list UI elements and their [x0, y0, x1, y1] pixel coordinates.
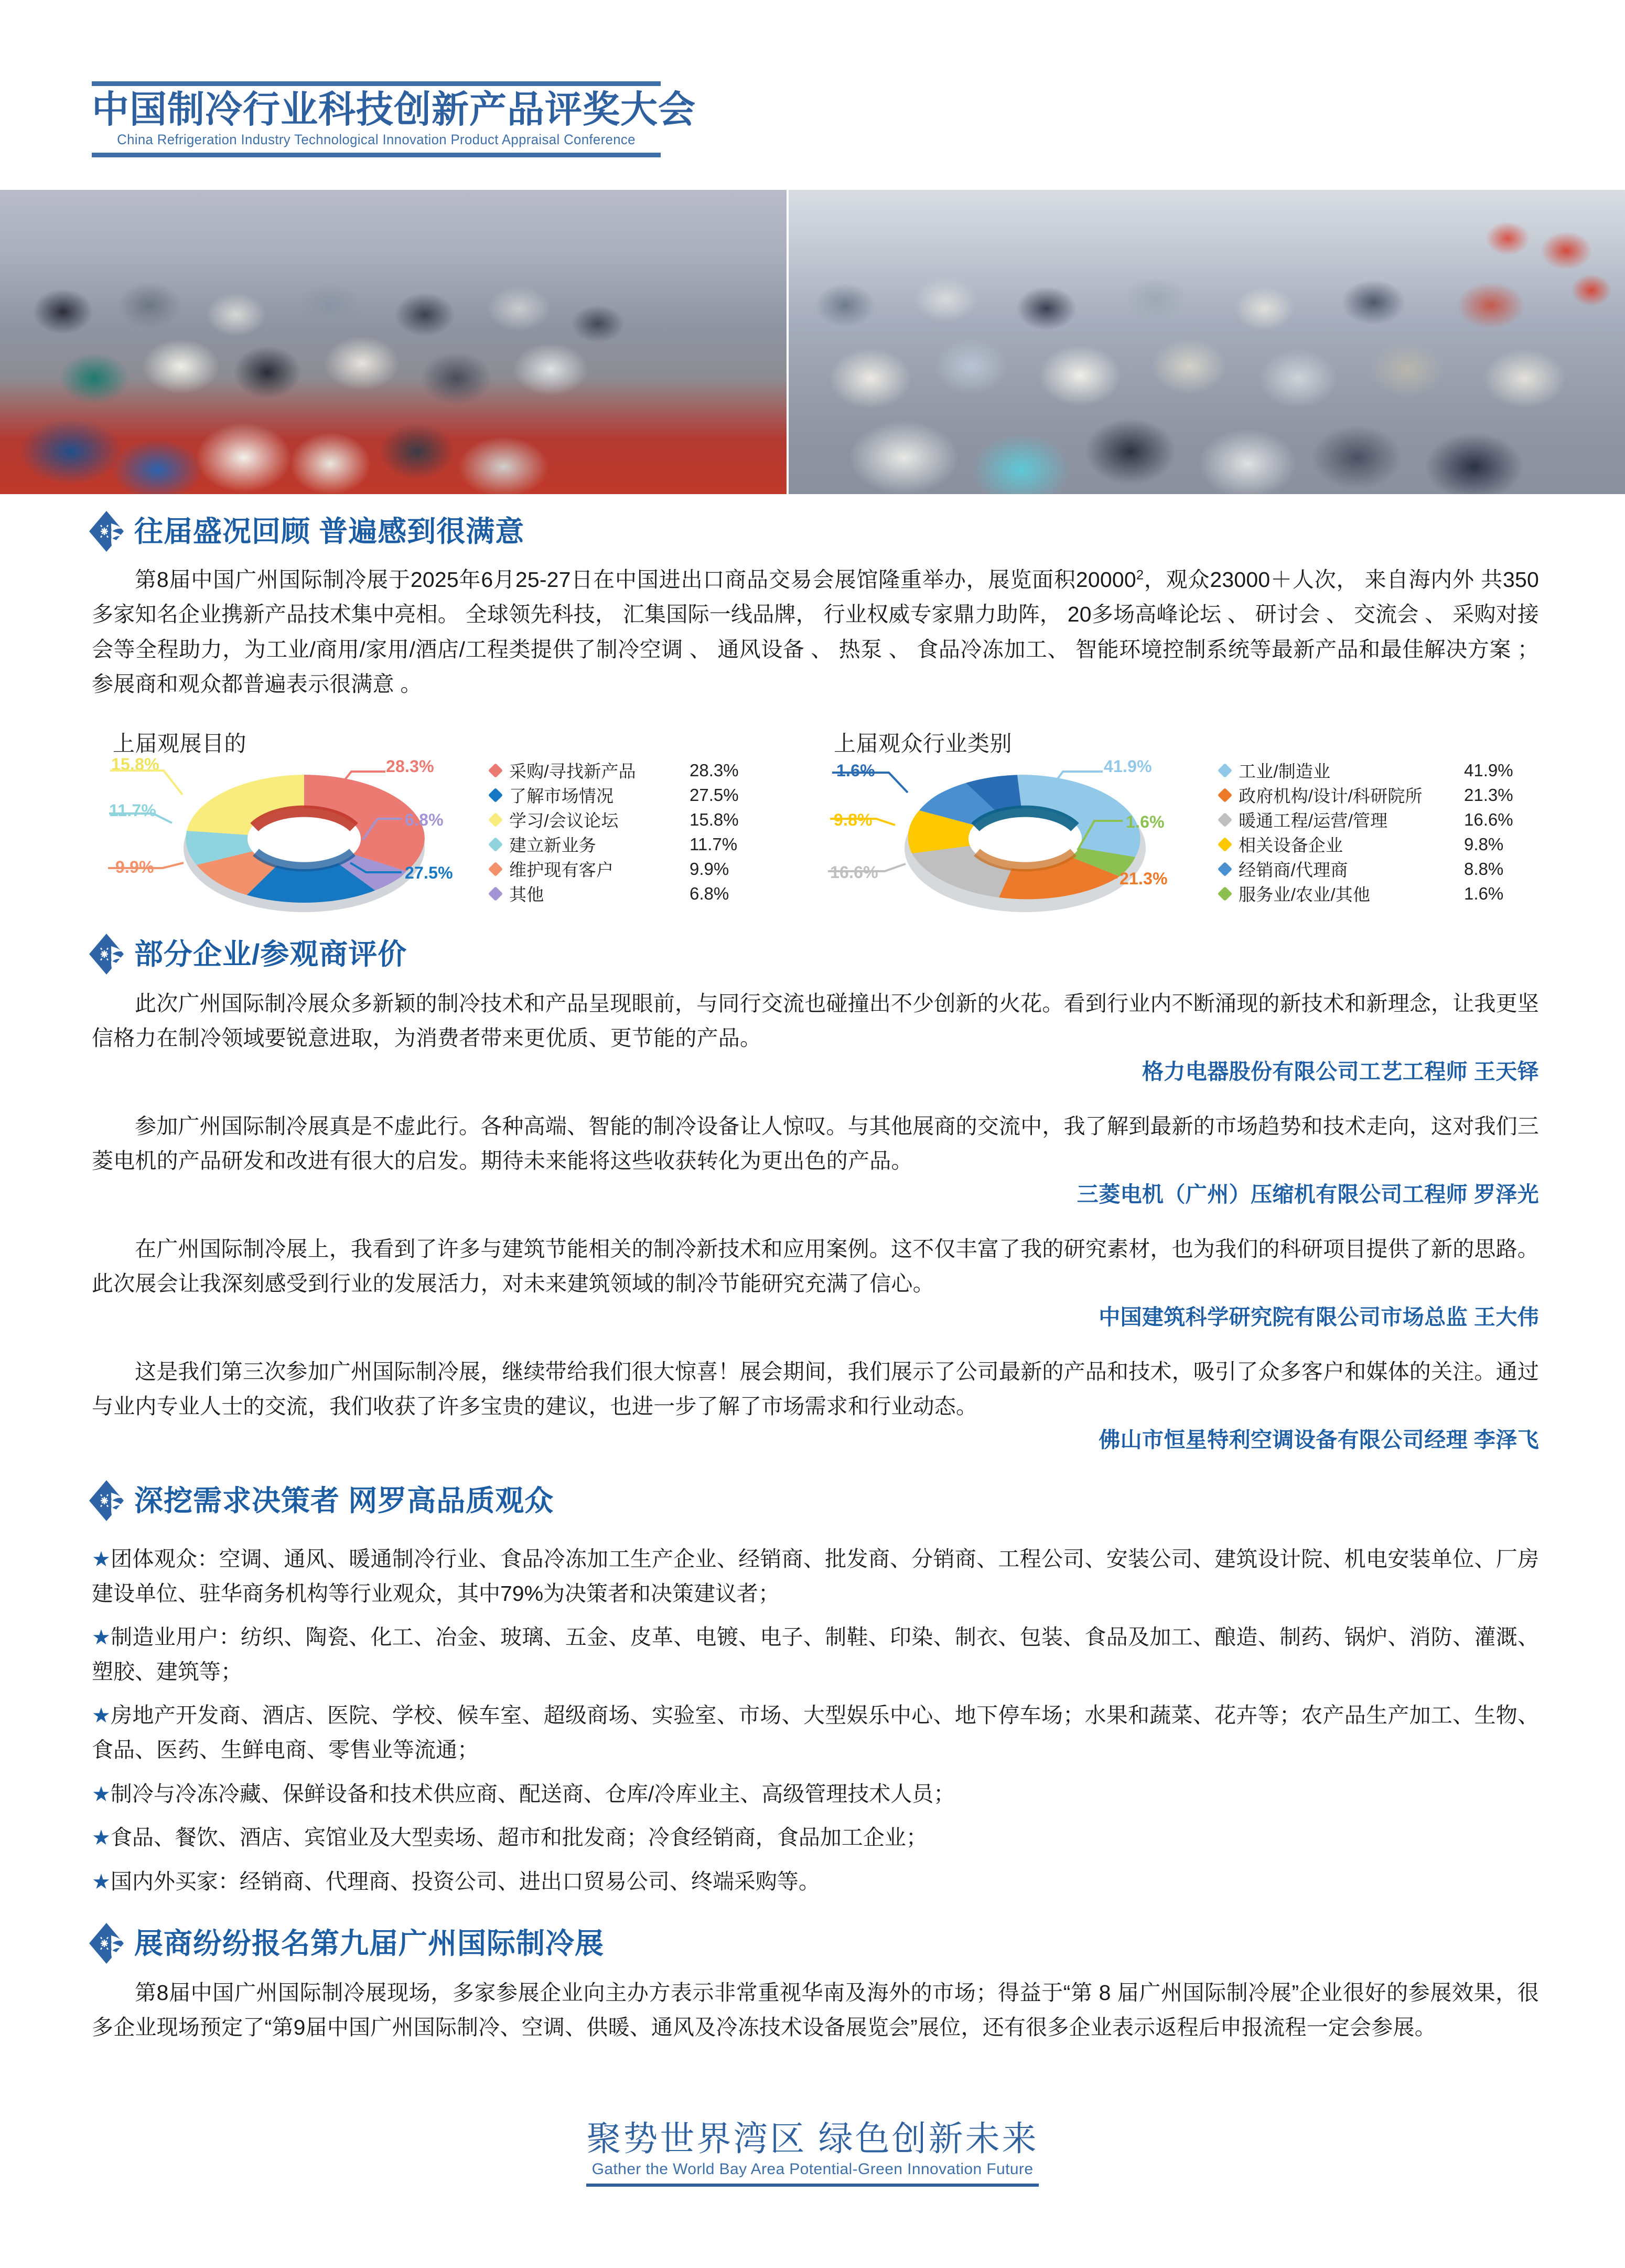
legend-item: [490, 881, 815, 906]
audience-bullet-item: [92, 1865, 1539, 1899]
legend-value: 15.8%: [690, 809, 739, 829]
legend-value: 16.6%: [1464, 809, 1513, 829]
legend-swatch-icon: [488, 886, 503, 901]
legend-value: 41.9%: [1464, 760, 1513, 780]
legend-swatch-icon: [1218, 837, 1232, 851]
star-bullet-icon: ★: [92, 1548, 111, 1571]
review-attribution-2: 三菱电机（广州）压缩机有限公司工程师 罗泽光: [1077, 1182, 1539, 1206]
section-header-signup: [88, 1922, 604, 1965]
legend-label: 服务业/农业/其他: [1239, 885, 1371, 904]
audience-bullet-item: [92, 1620, 1539, 1689]
callout-visit-3: 15.8%: [111, 755, 159, 774]
legend-swatch-icon: [1218, 787, 1232, 802]
legend-item: [490, 807, 815, 832]
review-attribution-4: 佛山市恒星特利空调设备有限公司经理 李泽飞: [1099, 1428, 1539, 1452]
photo-divider: [787, 190, 789, 494]
legend-item: [1220, 783, 1566, 807]
legend-value: 8.8%: [1464, 859, 1504, 879]
legend-swatch-icon: [488, 812, 503, 827]
audience-bullet-item: [92, 1821, 1539, 1855]
review-quote-2: 参加广州国际制冷展真是不虚此行。各种高端、智能的制冷设备让人惊叹。与其他展商的交流中，我了解到最新的市场趋势和技术走向，这对我们三菱电机的产品研发和改进有很大的启发。期待未来能将这些收获转化为更出色的产品。: [92, 1114, 1539, 1173]
audience-bullet-text: 房地产开发商、酒店、医院、学校、候车室、超级商场、实验室、市场、大型娱乐中心、地下停车场；水果和蔬菜、花卉等；农产品生产加工、生物、食品、医药、生鲜电商、零售业等流通；: [92, 1703, 1539, 1762]
star-bullet-icon: ★: [92, 1870, 111, 1893]
audience-bullet-text: 团体观众：空调、通风、暖通制冷行业、食品冷冻加工生产企业、经销商、批发商、分销商、工程公司、安装公司、建筑设计院、机电安装单位、厂房建设单位、驻华商务机构等行业观众，其中79%为决策者和决策建议者；: [92, 1547, 1539, 1606]
legend-label: 政府机构/设计/科研院所: [1239, 786, 1423, 806]
star-bullet-icon: ★: [92, 1704, 111, 1728]
masthead-title-en: China Refrigeration Industry Technological Innovation Product Appraisal Conference: [117, 131, 636, 147]
crowd-photo-left: [0, 190, 787, 494]
legend-value: 6.8%: [690, 883, 729, 903]
photo-banner: [0, 190, 1625, 494]
donut-chart-visit-purpose: [109, 755, 453, 917]
legend-value: 9.8%: [1464, 834, 1504, 854]
section-title-review: 往届盛况回顾 普遍感到很满意: [134, 515, 525, 548]
callout-visit-1: 28.3%: [386, 757, 434, 776]
star-bullet-icon: ★: [92, 1626, 111, 1650]
section-title-audience: 深挖需求决策者 网罗高品质观众: [134, 1484, 554, 1517]
audience-bullet-text: 制冷与冷冻冷藏、保鲜设备和技术供应商、配送商、仓库/冷库业主、高级管理技术人员；: [110, 1781, 955, 1806]
footer-slogan-en: Gather the World Bay Area Potential-Green Innovation Future: [591, 2160, 1034, 2178]
legend-item: [490, 857, 815, 881]
legend-label: 暖通工程/运营/管理: [1239, 811, 1388, 830]
callout-industry-1: 41.9%: [1104, 757, 1152, 776]
section-title-reviews: 部分企业/参观商评价: [134, 937, 407, 970]
snowflake-badge-icon: [88, 1922, 125, 1965]
legend-swatch-icon: [1218, 812, 1232, 827]
legend-item: [1220, 857, 1566, 881]
callout-industry-4: 9.8%: [834, 810, 873, 829]
section-header-audience: [88, 1479, 554, 1522]
section-header-review: [88, 510, 524, 553]
audience-bullet-list: [92, 1542, 1539, 1908]
snowflake-badge-icon: [88, 510, 125, 553]
donut-chart-audience-industry: [830, 757, 1168, 917]
review-attribution-1: 格力电器股份有限公司工艺工程师 王天铎: [1142, 1060, 1539, 1084]
review-quote-1: 此次广州国际制冷展众多新颖的制冷技术和产品呈现眼前，与同行交流也碰撞出不少创新的火花。看到行业内不断涌现的新技术和新理念，让我更坚信格力在制冷领域要锐意进取，为消费者带来更优质、更节能的产品。: [92, 991, 1539, 1051]
legend-item: [490, 783, 815, 807]
masthead: [92, 81, 696, 157]
callout-visit-4: 11.7%: [109, 801, 156, 820]
review-paragraph-part-a: 第8届中国广州国际制冷展于2025年6月25-27日在中国进出口商品交易会展馆隆重举办，展览面积20000: [135, 568, 1136, 592]
legend-swatch-icon: [488, 837, 503, 851]
star-bullet-icon: ★: [92, 1782, 111, 1806]
callout-industry-5b: 1.6%: [836, 761, 875, 780]
legend-label: 工业/制造业: [1239, 762, 1331, 781]
review-paragraph: [92, 562, 1539, 702]
legend-value: 27.5%: [690, 785, 739, 805]
masthead-title-cn: 中国制冷行业科技创新产品评奖大会: [92, 89, 696, 131]
legend-value: 11.7%: [690, 834, 738, 854]
chart-audience-industry: [830, 726, 1568, 904]
footer-slogan-cn: 聚势世界湾区 绿色创新未来: [586, 2119, 1039, 2158]
callout-industry-3: 16.6%: [830, 863, 878, 882]
legend-label: 学习/会议论坛: [509, 811, 619, 830]
legend-label: 建立新业务: [509, 836, 596, 855]
banner-photo-left: [0, 190, 787, 494]
callout-industry-6: 1.6%: [1126, 812, 1165, 831]
legend-swatch-icon: [1218, 861, 1232, 876]
legend-item: [490, 758, 815, 783]
legend-swatch-icon: [488, 763, 503, 777]
chart-visit-purpose: [109, 726, 815, 904]
legend-value: 1.6%: [1464, 883, 1504, 903]
legend-item: [1220, 807, 1566, 832]
legend-label: 了解市场情况: [509, 786, 614, 806]
audience-bullet-text: 食品、餐饮、酒店、宾馆业及大型卖场、超市和批发商；冷食经销商，食品加工企业；: [110, 1825, 928, 1850]
legend-swatch-icon: [1218, 763, 1232, 777]
audience-bullet-text: 国内外买家：经销商、代理商、投资公司、进出口贸易公司、终端采购等。: [110, 1869, 820, 1893]
legend-swatch-icon: [488, 787, 503, 802]
legend-audience-industry: [1220, 758, 1566, 906]
legend-item: [1220, 881, 1566, 906]
legend-label: 经销商/代理商: [1239, 860, 1348, 880]
audience-bullet-item: [92, 1777, 1539, 1812]
legend-label: 相关设备企业: [1239, 836, 1343, 855]
legend-item: [1220, 832, 1566, 857]
review-quote-4: 这是我们第三次参加广州国际制冷展，继续带给我们很大惊喜！展会期间，我们展示了公司最新的产品和技术，吸引了众多客户和媒体的关注。通过与业内专业人士的交流，我们收获了许多宝贵的建议，也进一步了解了市场需求和行业动态。: [92, 1360, 1539, 1419]
legend-swatch-icon: [1218, 886, 1232, 901]
review-attribution-3: 中国建筑科学研究院有限公司市场总监 王大伟: [1099, 1305, 1539, 1329]
legend-label: 采购/寻找新产品: [509, 762, 636, 781]
callout-visit-5: 9.9%: [115, 858, 154, 876]
crowd-photo-right: [787, 190, 1625, 494]
legend-item: [490, 832, 815, 857]
legend-visit-purpose: [490, 758, 815, 906]
footer: [0, 2119, 1625, 2187]
banner-photo-right: [787, 190, 1625, 494]
callout-visit-6: 6.8%: [405, 810, 444, 829]
legend-swatch-icon: [488, 861, 503, 876]
snowflake-badge-icon: [88, 1479, 125, 1522]
signup-paragraph: 第8届中国广州国际制冷展现场，多家参展企业向主办方表示非常重视华南及海外的市场；得益于“第 8 届广州国际制冷展”企业很好的参展效果，很多企业现场预定了“第9届中国广州国际制冷、空调、供暖、通风及冷冻技术设备展览会”展位，还有很多企业表示返程后申报流程一定会参展。: [92, 1981, 1539, 2040]
legend-label: 其他: [509, 885, 544, 904]
chart-title-visit-purpose: 上届观展目的: [113, 731, 247, 756]
audience-bullet-text: 制造业用户：纺织、陶瓷、化工、冶金、玻璃、五金、皮革、电镀、电子、制鞋、印染、制衣、包装、食品及加工、酿造、制药、锅炉、消防、灌溉、塑胶、建筑等；: [92, 1625, 1539, 1684]
section-title-signup: 展商纷纷报名第九届广州国际制冷展: [134, 1927, 605, 1960]
snowflake-badge-icon: [88, 933, 125, 976]
callout-visit-2: 27.5%: [405, 863, 453, 882]
legend-item: [1220, 758, 1566, 783]
legend-label: 维护现有客户: [509, 860, 614, 880]
review-paragraph-part-b: ，观众23000＋人次， 来自海内外 共350多家知名企业携新产品技术集中亮相。 全球领先科技， 汇集国际一线品牌， 行业权威专家鼎力助阵， 20多场高峰论坛 、 研讨会 、 交流会 、 采购对接会等全程助力，为工业/商用/家用/酒店/工程类提供了制冷空调 、 通风设备 、 热泵 、 食品冷冻加工、 智能环境控制系统等最新产品和最佳解决方案 ； 参展商和观众都普遍表示很满意 。: [92, 568, 1539, 697]
review-quote-3: 在广州国际制冷展上，我看到了许多与建筑节能相关的制冷新技术和应用案例。这不仅丰富了我的研究素材，也为我们的科研项目提供了新的思路。此次展会让我深刻感受到行业的发展活力，对未来建筑领域的制冷节能研究充满了信心。: [92, 1237, 1539, 1296]
star-bullet-icon: ★: [92, 1826, 111, 1850]
section-header-reviews: [88, 933, 407, 976]
square-meter-superscript: 2: [1136, 568, 1144, 583]
chart-title-audience-industry: 上届观众行业类别: [834, 731, 1013, 756]
audience-bullet-item: [92, 1542, 1539, 1611]
callout-industry-2: 21.3%: [1120, 869, 1168, 888]
legend-value: 9.9%: [690, 859, 729, 879]
audience-bullet-item: [92, 1698, 1539, 1767]
legend-value: 28.3%: [690, 760, 739, 780]
legend-value: 21.3%: [1464, 785, 1513, 805]
footer-slogan-block: [586, 2119, 1038, 2187]
